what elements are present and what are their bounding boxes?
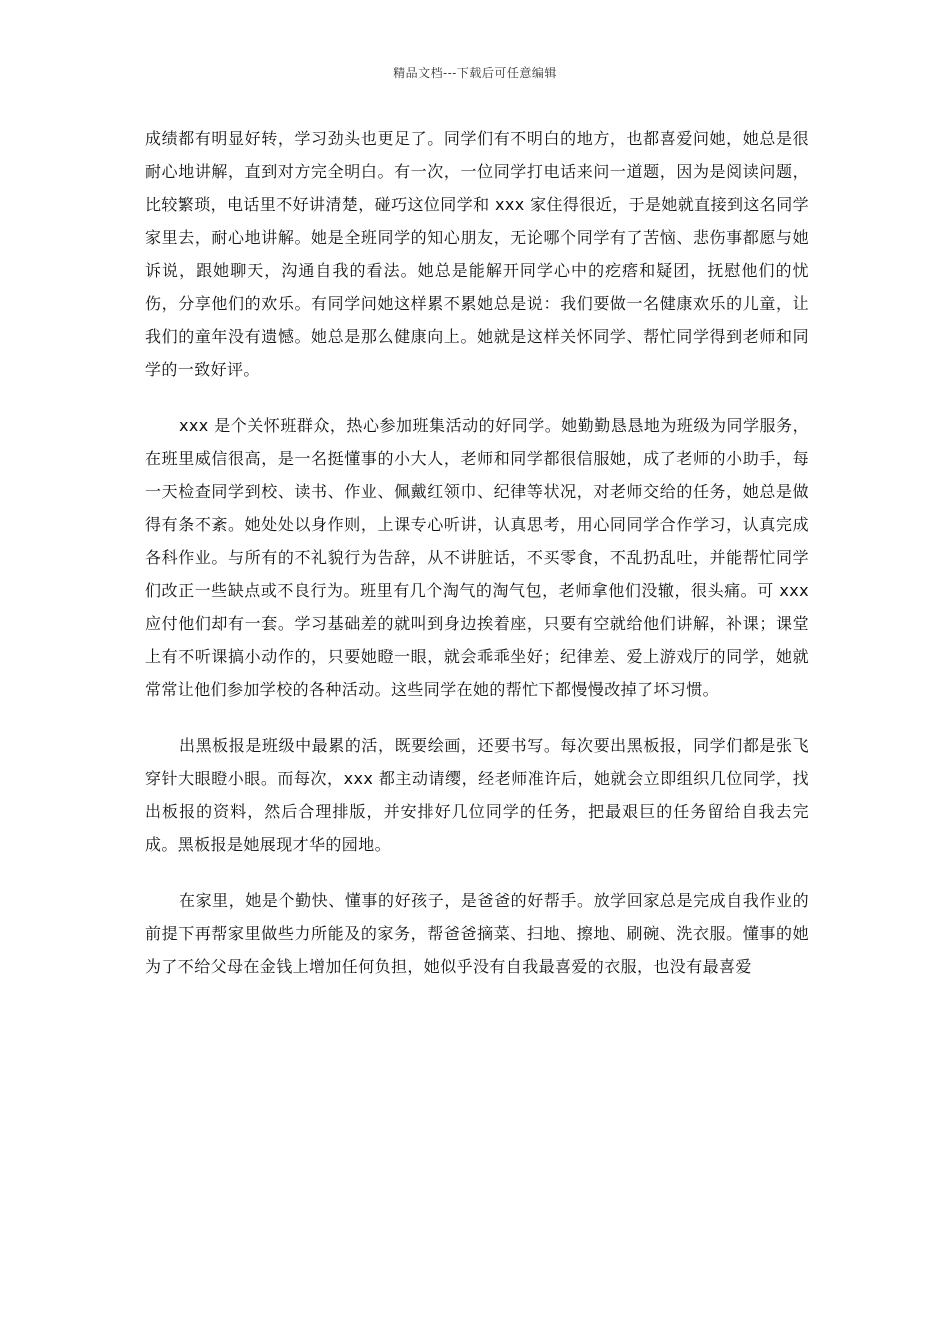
document-body bbox=[145, 122, 809, 983]
paragraph-2: xxx 是个关怀班群众，热心参加班集活动的好同学。她勤勤恳恳地为班级为同学服务，在班里威信很高，是一名挺懂事的小大人，老师和同学都很信服她，成了老师的小助手，每一天检查同学到校、读书、作业、佩戴红领巾、纪律等状况，对老师交给的任务，她总是做得有条不紊。她处处以身作则，上课专心听讲，认真思考，用心同同学合作学习，认真完成各科作业。与所有的不礼貌行为告辞，从不讲脏话，不买零食，不乱扔乱吐，并能帮忙同学们改正一些缺点或不良行为。班里有几个淘气的淘气包，老师拿他们没辙，很头痛。可 xxx 应付他们却有一套。学习基础差的就叫到身边挨着座，只要有空就给他们讲解，补课；课堂上有不听课搞小动作的，只要她瞪一眼，就会乖乖坐好；纪律差、爱上游戏厅的同学，她就常常让他们参加学校的各种活动。这些同学在她的帮忙下都慢慢改掉了坏习惯。 bbox=[145, 416, 809, 699]
paragraph-1: 成绩都有明显好转，学习劲头也更足了。同学们有不明白的地方，也都喜爱问她，她总是很耐心地讲解，直到对方完全明白。有一次，一位同学打电话来问一道题，因为是阅读问题，比较繁琐，电话里不好讲清楚，碰巧这位同学和 xxx 家住得很近，于是她就直接到这名同学家里去，耐心地讲解。她是全班同学的知心朋友，无论哪个同学有了苦恼、悲伤事都愿与她诉说，跟她聊天，沟通自我的看法。她总是能解开同学心中的疙瘩和疑团，抚慰他们的忧伤，分享他们的欢乐。有同学问她这样累不累她总是说：我们要做一名健康欢乐的儿童，让我们的童年没有遗憾。她总是那么健康向上。她就是这样关怀同学、帮忙同学得到老师和同学的一致好评。 bbox=[145, 129, 809, 379]
paragraph-3: 出黑板报是班级中最累的活，既要绘画，还要书写。每次要出黑板报，同学们都是张飞穿针大眼瞪小眼。而每次，xxx 都主动请缨，经老师准许后，她就会立即组织几位同学，找出板报的资料，然后合理排版，并安排好几位同学的任务，把最艰巨的任务留给自我去完成。黑板报是她展现才华的园地。 bbox=[145, 736, 809, 854]
page-header: 精品文档---下载后可任意编辑 bbox=[393, 66, 557, 80]
paragraph-4: 在家里，她是个勤快、懂事的好孩子，是爸爸的好帮手。放学回家总是完成自我作业的前提下再帮家里做些力所能及的家务，帮爸爸摘菜、扫地、擦地、刷碗、洗衣服。懂事的她为了不给父母在金钱上增加任何负担，她似乎没有自我最喜爱的衣服，也没有最喜爱 bbox=[145, 891, 809, 976]
